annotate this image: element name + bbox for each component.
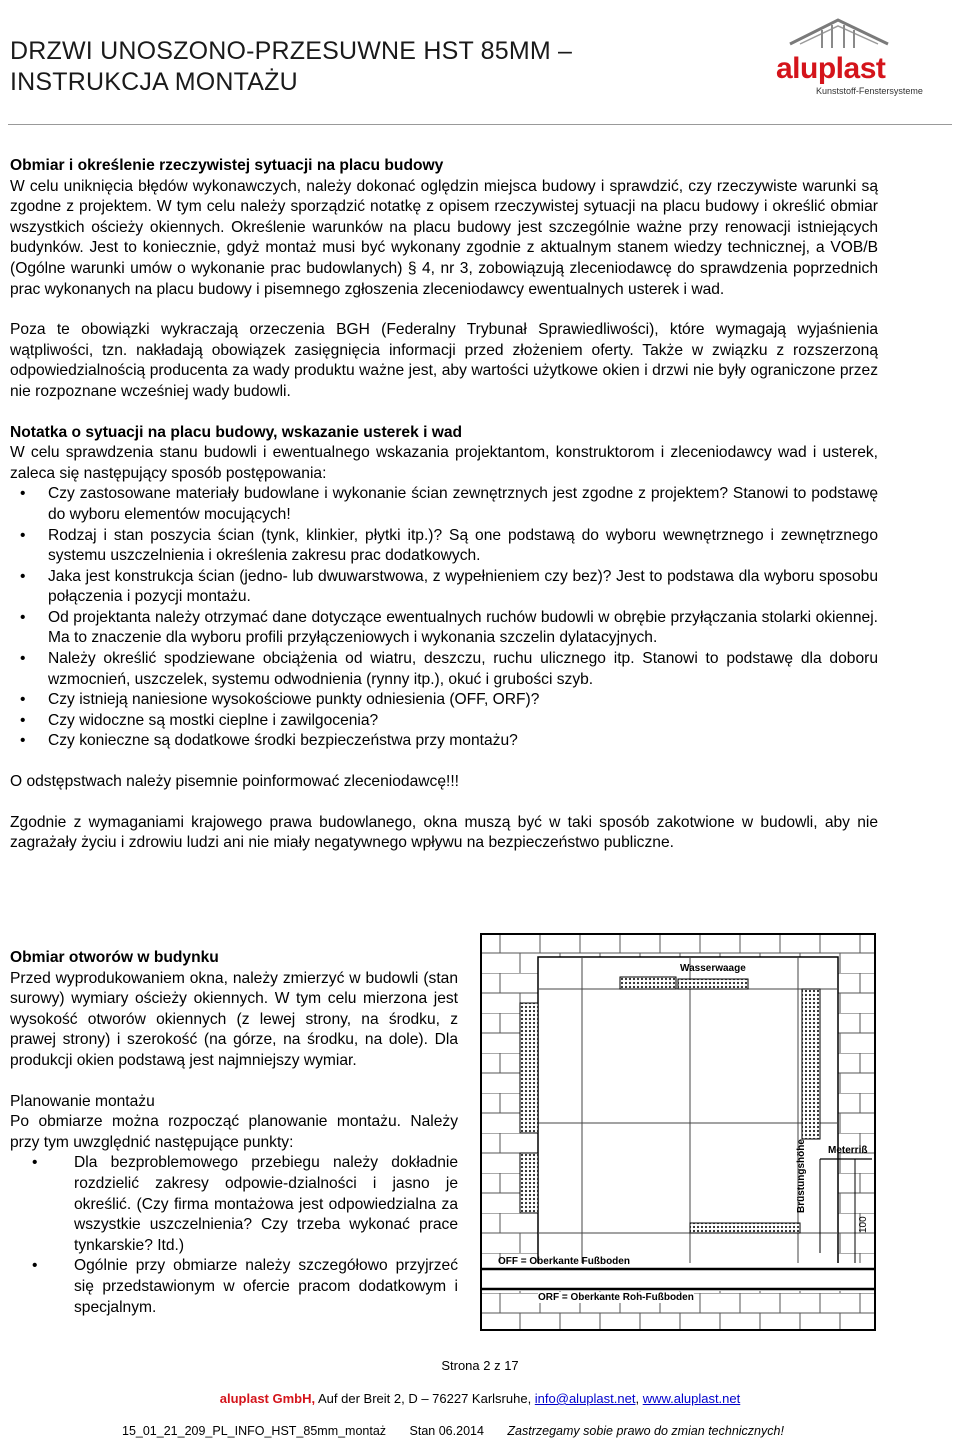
footer-address [0,1391,960,1406]
logo-subtitle: Kunststoff-Fenstersysteme [816,86,923,96]
list-item: • Czy istnieją naniesione wysokościowe punkty odniesienia (OFF, ORF)? [10,690,878,711]
disclaimer: Zastrzegamy sobie prawo do zmian technicznych! [507,1424,784,1438]
email-link[interactable]: info@aluplast.net [534,1391,636,1406]
doc-id: 15_01_21_209_PL_INFO_HST_85mm_montaż [122,1424,387,1438]
company-name: aluplast GmbH, [219,1391,316,1406]
list-item: • Jaka jest konstrukcja ścian (jedno- lub dwuwarstwowa, z wypełnieniem czy bez)? Jest to podstawa dla wyboru sposobu połączenia i pozycji montażu. [10,567,878,608]
label-meter-mark: Meterriß [828,1145,868,1156]
section-heading-opening-measurement: Obmiar otworów w budynku [10,949,219,966]
planning-intro: Po obmiarze można rozpocząć planowanie montażu. Należy przy tym uwzględnić następujące punkty: [10,1113,458,1151]
section-heading-site-note: Notatka o sytuacji na placu budowy, wskazanie usterek i wad [10,423,463,441]
document-title [10,36,572,98]
opening-measurement-paragraph: Przed wyprodukowaniem okna, należy zmierzyć w budowli (stan surowy) wymiary ościeży okiennych. W tym celu mierzona jest wysokość otworów okiennych (z lewej strony, na środku, z prawej strony) i szerokość (na górze, na środku, na dole). Dla produkcji okien podstawą jest najmniejszy wymiar. [10,969,458,1069]
website-link[interactable]: www.aluplast.net [642,1391,741,1406]
doc-status: Stan 06.2014 [409,1424,484,1438]
deviation-note: O odstępstwach należy pisemnie poinformować zleceniodawcę!!! [10,773,459,791]
label-orf: ORF = Oberkante Roh-Fußboden [538,1292,694,1303]
label-sill-height: Brüstungshöhe [796,1139,807,1213]
list-item: • Czy konieczne są dodatkowe środki bezpieczeństwa przy montażu? [10,731,878,752]
label-spirit-level: Wasserwaage [680,963,746,974]
list-item: • Czy widoczne są mostki cieplne i zawilgocenia? [10,711,878,732]
lower-text-column [10,948,458,1318]
footer-doc-info [122,1424,804,1438]
list-item: • Rodzaj i stan poszycia ścian (tynk, klinkier, płytki itp.)? Są one podstawą do wyboru wewnętrznego i zewnętrznego systemu uszczelnienia i określenia zakresu prac dodatkowych. [10,526,878,567]
list-item: • Czy zastosowane materiały budowlane i wykonanie ścian zewnętrznych jest zgodne z projektem? Stanowi to podstawę do wyboru elementów mocujących! [10,484,878,525]
label-off: OFF = Oberkante Fußboden [498,1256,630,1267]
wall-opening-diagram [480,933,876,1331]
logo-roof-icon [770,14,920,56]
logo-wordmark: aluplast [776,52,886,85]
list-item: • Dla bezproblemowego przebiegu należy dokładnie rozdzielić zakresy odpowie-dzialności i jasno je określić. (Czy firma montażowa jest odpowiedzialna za wszystkie uszczelnienia? Czy trzeba wykonać prace tynkarskie? Itd.) [10,1153,458,1256]
section-heading-planning: Planowanie montażu [10,1092,155,1110]
site-survey-paragraph: W celu uniknięcia błędów wykonawczych, należy dokonać oględzin miejsca budowy i sprawdzić, czy rzeczywiste warunki są zgodne z projektem. W tym celu należy sporządzić notatkę z opisem rzeczywistej sytuacji na placu budowy i określić obmiar wszystkich ościeży okiennych. Określenie warunków na placu budowy jest szczególnie ważne przy renowacji istniejących budynków. Jest to koniecznie, gdyż montaż musi być wykonany zgodnie z aktualnym stanem wiedzy technicznej, a VOB/B (Ogólne warunki umów o wykonanie prac budowlanych) § 4, nr 3, zobowiązują zleceniodawcę do sprawdzenia poprzednich prac wykonanych na placu budowy i pisemnego zgłoszenia zleceniodawcy ewentualnych usterek i wad. [10,177,878,298]
main-content [10,156,878,854]
planning-list [10,1153,458,1318]
checklist [10,484,878,752]
header-divider [8,124,952,125]
site-note-intro: W celu sprawdzenia stanu budowli i ewentualnego wskazania projektantom, konstruktorom i zleceniodawcy wad i usterek, zaleca się następujący sposób postępowania: [10,444,878,482]
building-law-paragraph: Zgodnie z wymaganiami krajowego prawa budowlanego, okna muszą być w taki sposób zakotwione w budowli, aby nie zagrażały życiu i zdrowiu ludzi ani nie miały negatywnego wpływu na bezpieczeństwo publiczne. [10,813,878,852]
company-address: Auf der Breit 2, D – 76227 Karlsruhe, [315,1391,535,1406]
list-item: • Ogólnie przy obmiarze należy szczegółowo przyjrzeć się przedstawionym w ofercie pracom dodatkowym i specjalnym. [10,1256,458,1318]
page-number: Strona 2 z 17 [441,1358,519,1373]
list-item: • Należy określić spodziewane obciążenia od wiatru, deszczu, ruchu ulicznego itp. Stanowi to podstawę dla doboru wzmocnień, uszczelek, systemu odwodnienia (rynny itp.), okuć i grubości szyb. [10,649,878,690]
separator: , [635,1391,643,1406]
label-dimension-100: 100 [858,1216,869,1233]
bgh-paragraph: Poza te obowiązki wykraczają orzeczenia BGH (Federalny Trybunał Sprawiedliwości), które wymagają wyjaśnienia wątpliwości, tzn. nakładają obowiązek zasięgnięcia informacji przed złożeniem oferty. Także w związku z rozszerzoną odpowiedzialnością producenta za wady produktu ważne jest, aby wartości użytkowe okien i drzwi nie były ograniczone przez nie rozpoznane wcześniej wady budowli. [10,321,878,400]
aluplast-logo [770,14,923,96]
title-line-1: DRZWI UNOSZONO-PRZESUWNE HST 85MM – [10,37,573,65]
wall-opening-drawing [480,933,876,1331]
section-heading-site-survey: Obmiar i określenie rzeczywistej sytuacji na placu budowy [10,157,444,174]
title-line-2: INSTRUKCJA MONTAŻU [10,68,298,96]
list-item: • Od projektanta należy otrzymać dane dotyczące ewentualnych ruchów budowli w obrębie przyłączania stolarki okiennej. Ma to znaczenie dla wyboru profili przyłączeniowych i wykonania szczelin dylatacyjnych. [10,608,878,649]
